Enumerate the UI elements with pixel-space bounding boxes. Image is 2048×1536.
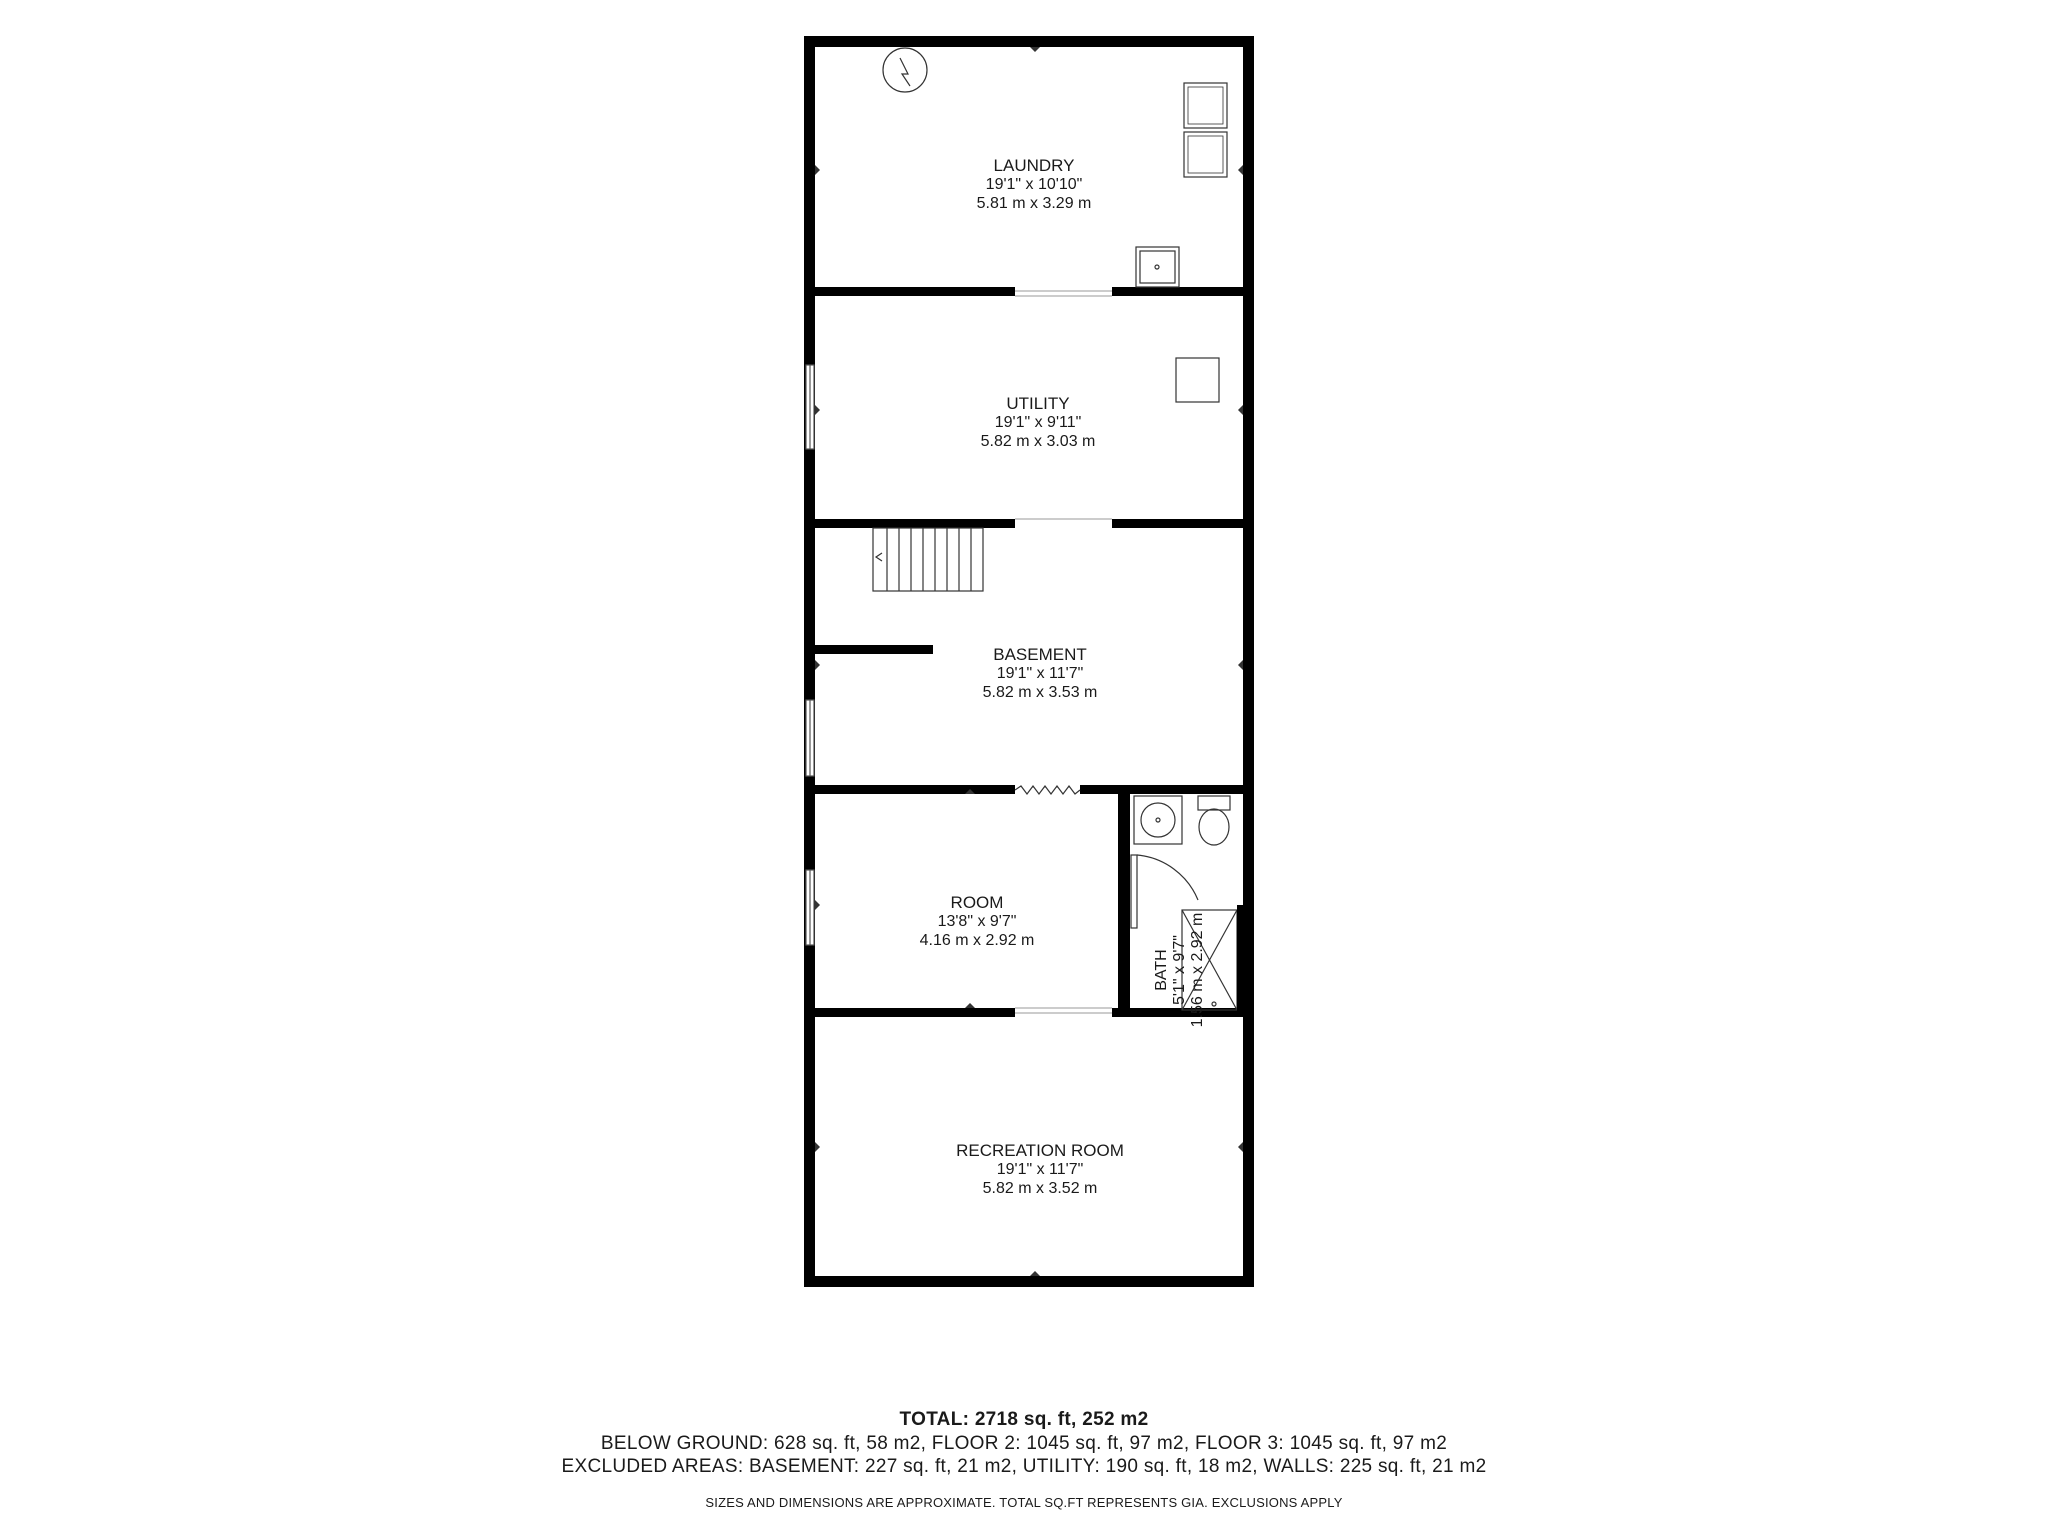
basement-name: BASEMENT xyxy=(993,645,1087,664)
utility-imperial: 19'1" x 9'11" xyxy=(994,414,1082,431)
bath-metric: 1.56 m x 2.92 m xyxy=(1189,912,1206,1028)
total-area: TOTAL: 2718 sq. ft, 252 m2 xyxy=(899,1409,1149,1430)
recreation-imperial: 19'1" x 11'7" xyxy=(996,1161,1084,1178)
laundry-imperial: 19'1" x 10'10" xyxy=(985,176,1083,193)
furnace-icon xyxy=(1176,358,1219,402)
excluded-areas: EXCLUDED AREAS: BASEMENT: 227 sq. ft, 21 m2, UTILITY: 190 sq. ft, 18 m2, WALLS: 225 sq. ft, 21 m2 xyxy=(561,1456,1487,1477)
washer-icon xyxy=(1184,83,1227,128)
water-heater-icon xyxy=(883,48,927,92)
room-label-bath xyxy=(1153,913,1207,1028)
room-imperial: 13'8" x 9'7" xyxy=(937,913,1017,930)
basement-metric: 5.82 m x 3.53 m xyxy=(982,684,1098,701)
utility-metric: 5.82 m x 3.03 m xyxy=(980,433,1096,450)
dryer-icon xyxy=(1184,132,1227,177)
utility-name: UTILITY xyxy=(1006,394,1070,413)
basement-imperial: 19'1" x 11'7" xyxy=(996,665,1084,682)
recreation-metric: 5.82 m x 3.52 m xyxy=(982,1180,1098,1197)
toilet-icon xyxy=(1198,796,1230,845)
laundry-sink-icon xyxy=(1136,247,1179,287)
bath-sink-icon xyxy=(1134,796,1182,844)
floor-breakdown: BELOW GROUND: 628 sq. ft, 58 m2, FLOOR 2: 1045 sq. ft, 97 m2, FLOOR 3: 1045 sq. ft, 97 m2 xyxy=(600,1433,1448,1454)
laundry-metric: 5.81 m x 3.29 m xyxy=(976,195,1092,212)
bath-shower-wall xyxy=(1237,905,1247,1015)
room-label-room xyxy=(920,893,1035,950)
room-label-basement xyxy=(983,645,1098,702)
laundry-name: LAUNDRY xyxy=(993,156,1075,175)
recreation-name: RECREATION ROOM xyxy=(956,1141,1124,1160)
room-label-recreation xyxy=(956,1141,1124,1198)
stairs-icon xyxy=(873,528,983,591)
bifold-door-icon xyxy=(1015,786,1080,794)
room-label-utility xyxy=(981,394,1096,451)
disclaimer: SIZES AND DIMENSIONS ARE APPROXIMATE. TOTAL SQ.FT REPRESENTS GIA. EXCLUSIONS APPLY xyxy=(705,1495,1343,1510)
room-name: ROOM xyxy=(950,893,1004,912)
room-label-laundry xyxy=(977,156,1092,213)
bath-imperial: 5'1" x 9'7" xyxy=(1171,935,1188,1005)
bath-name: BATH xyxy=(1153,949,1170,991)
room-metric: 4.16 m x 2.92 m xyxy=(919,932,1035,949)
